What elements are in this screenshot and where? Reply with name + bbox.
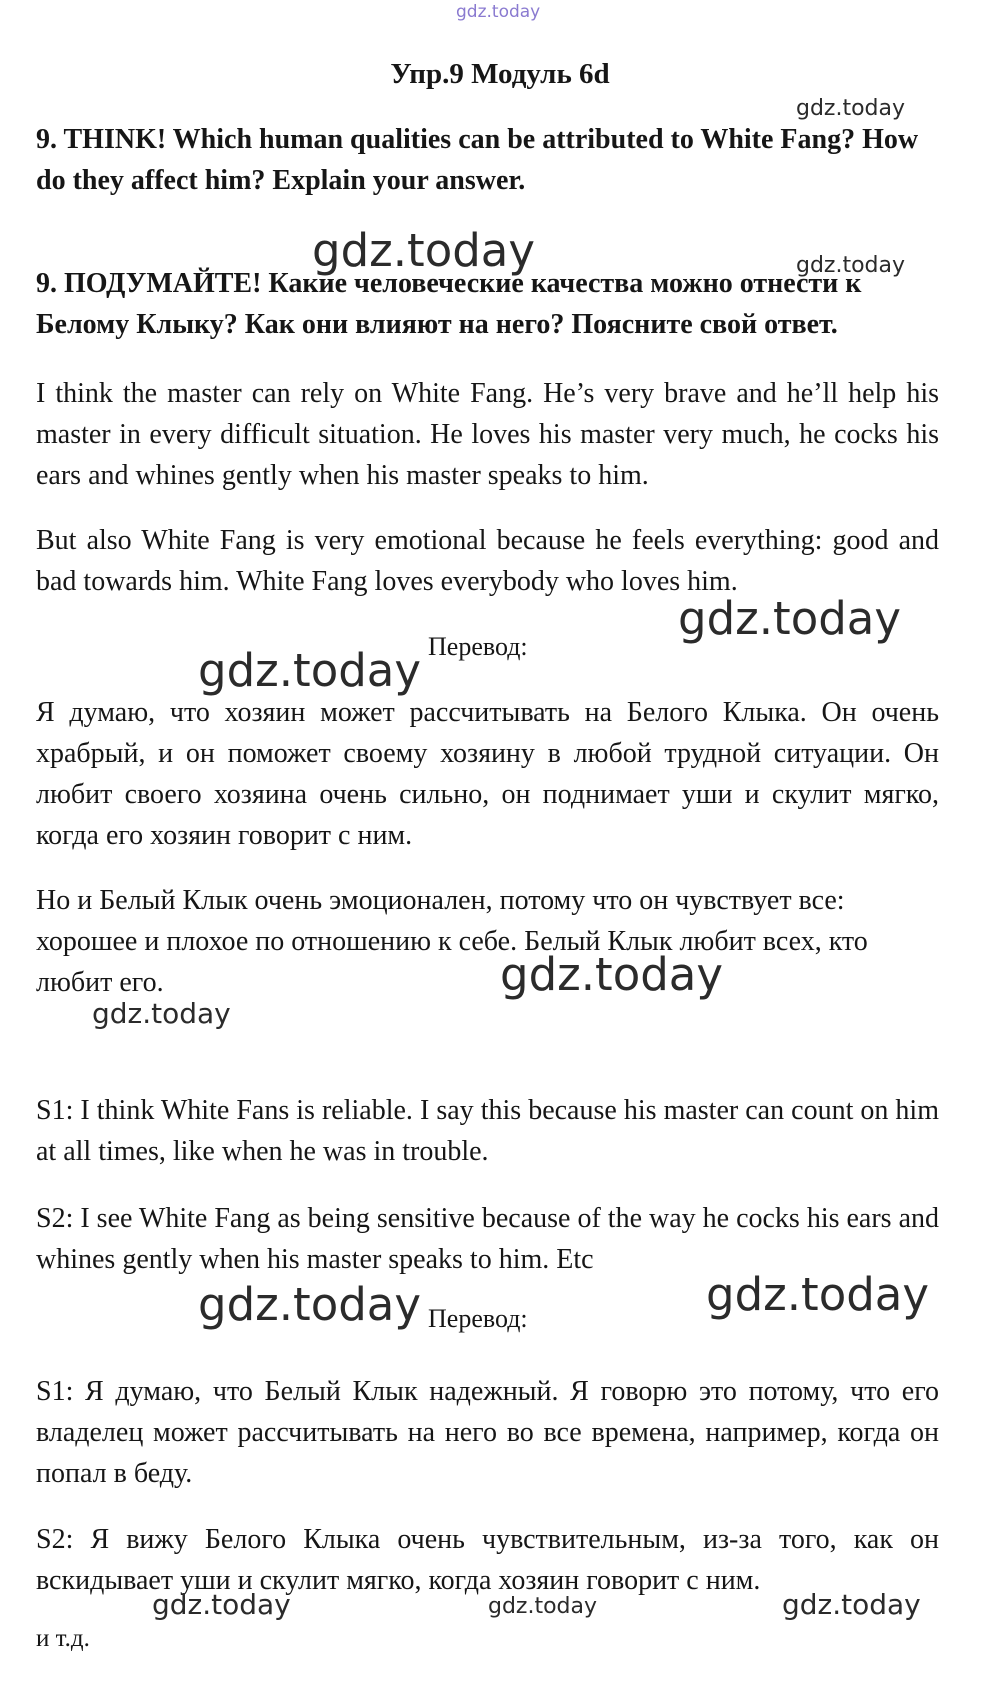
watermark: gdz.today xyxy=(678,592,902,645)
watermark: gdz.today xyxy=(198,644,422,697)
closing-text: и т.д. xyxy=(36,1625,90,1652)
watermark: gdz.today xyxy=(152,1588,291,1621)
watermark: gdz.today xyxy=(706,1268,930,1321)
watermark: gdz.today xyxy=(92,997,231,1030)
watermark: gdz.today xyxy=(500,948,724,1001)
answer-paragraph-1: I think the master can rely on White Fang. He’s very brave and he’ll help his master in every difficult situation. He loves his master very much, he cocks his ears and whines gently when his master speaks to him. xyxy=(36,378,939,491)
watermark: gdz.today xyxy=(488,1594,598,1619)
watermark: gdz.today xyxy=(312,224,536,277)
dialogue-s1: S1: I think White Fans is reliable. I say this because his master can count on him at all times, like when he was in trouble. xyxy=(36,1095,939,1167)
dialogue-s2: S2: I see White Fang as being sensitive because of the way he cocks his ears and whines gently when his master speaks to him. Etc xyxy=(36,1203,939,1275)
answer-paragraph-2: But also White Fang is very emotional because he feels everything: good and bad towards him. White Fang loves everybody who loves him. xyxy=(36,525,939,597)
dialogue-s2-translation: S2: Я вижу Белого Клыка очень чувствительным, из-за того, как он вскидывает уши и скулит мягко, когда хозяин говорит с ним. xyxy=(36,1524,939,1596)
watermark: gdz.today xyxy=(198,1278,422,1331)
answer-translation-1: Я думаю, что хозяин может рассчитывать на Белого Клыка. Он очень храбрый, и он поможет своему хозяину в любой трудной ситуации. Он любит своего хозяина очень сильно, он поднимает уши и скулит мягко, когда его хозяин говорит с ним. xyxy=(36,697,939,851)
task-english: 9. THINK! Which human qualities can be attributed to White Fang? How do they affect him? Explain your answer. xyxy=(36,124,919,196)
watermark: gdz.today xyxy=(782,1588,921,1621)
watermark: gdz.today xyxy=(796,253,906,278)
answer-translation-2: Но и Белый Клык очень эмоционален, потому что он чувствует все: хорошее и плохое по отношению к себе. Белый Клык любит всех, кто любит его. xyxy=(36,885,868,998)
translation-label-2: Перевод: xyxy=(428,1304,528,1333)
header-watermark: gdz.today xyxy=(456,2,541,22)
watermark: gdz.today xyxy=(796,96,906,121)
dialogue-s1-translation: S1: Я думаю, что Белый Клык надежный. Я говорю это потому, что его владелец может рассчитывать на него во все времена, например, когда он попал в беду. xyxy=(36,1376,939,1489)
translation-label-1: Перевод: xyxy=(428,632,528,661)
task-russian: 9. ПОДУМАЙТЕ! Какие человеческие качества можно отнести к Белому Клыку? Как они влияют на него? Поясните свой ответ. xyxy=(36,268,862,340)
page-title: Упр.9 Модуль 6d xyxy=(390,58,610,90)
